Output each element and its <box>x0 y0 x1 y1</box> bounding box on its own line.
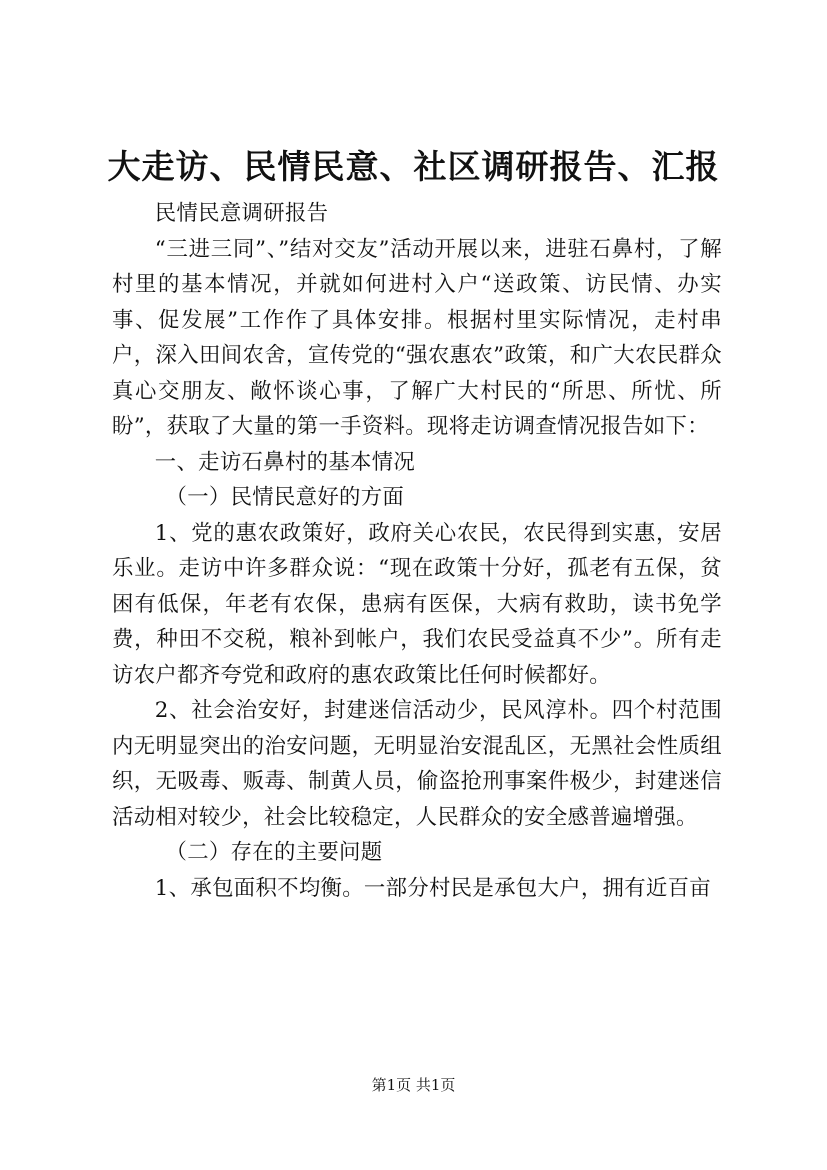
subsection-heading-2: （二）存在的主要问题 <box>165 840 383 865</box>
paragraph-problem-1: 1、承包面积不均衡。一部分村民是承包大户，拥有近百亩 <box>154 875 711 901</box>
paragraph-subtitle: 民情民意调研报告 <box>154 201 329 226</box>
document-title: 大走访、民情民意、社区调研报告、汇报 <box>107 147 720 186</box>
document-body <box>112 196 722 906</box>
subsection-heading-1: （一）民情民意好的方面 <box>165 485 405 510</box>
paragraph-item-1: 1、党的惠农政策好，政府关心农民，农民得到实惠，安居乐业。走访中许多群众说：“现在政策十分好，孤老有五保，贫困有低保，年老有农保，患病有医保，大病有救助，读书免学费，种田不交税，粮补到帐户，我们农民受益真不少”。所有走访农户都齐夸党和政府的惠农政策比任何时候都好。 <box>112 520 722 688</box>
page-footer: 第1页 共1页 <box>371 1076 456 1094</box>
section-heading-1: 一、走访石鼻村的基本情况 <box>154 449 416 475</box>
paragraph-intro: “三进三同”、”结对交友”活动开展以来，进驻石鼻村，了解村里的基本情况，并就如何进村入户“送政策、访民情、办实事、促发展”工作作了具体安排。根据村里实际情况，走村串户，深入田间农舍，宣传党的“强农惠农”政策，和广大农民群众真心交朋友、敞怀谈心事，了解广大村民的“所思、所忧、所盼”，获取了大量的第一手资料。现将走访调查情况报告如下： <box>112 236 722 439</box>
paragraph-item-2: 2、社会治安好，封建迷信活动少，民风淳朴。四个村范围内无明显突出的治安问题，无明显治安混乱区，无黑社会性质组织，无吸毒、贩毒、制黄人员，偷盗抢刑事案件极少，封建迷信活动相对较少，社会比较稳定，人民群众的安全感普遍增强。 <box>112 698 722 830</box>
